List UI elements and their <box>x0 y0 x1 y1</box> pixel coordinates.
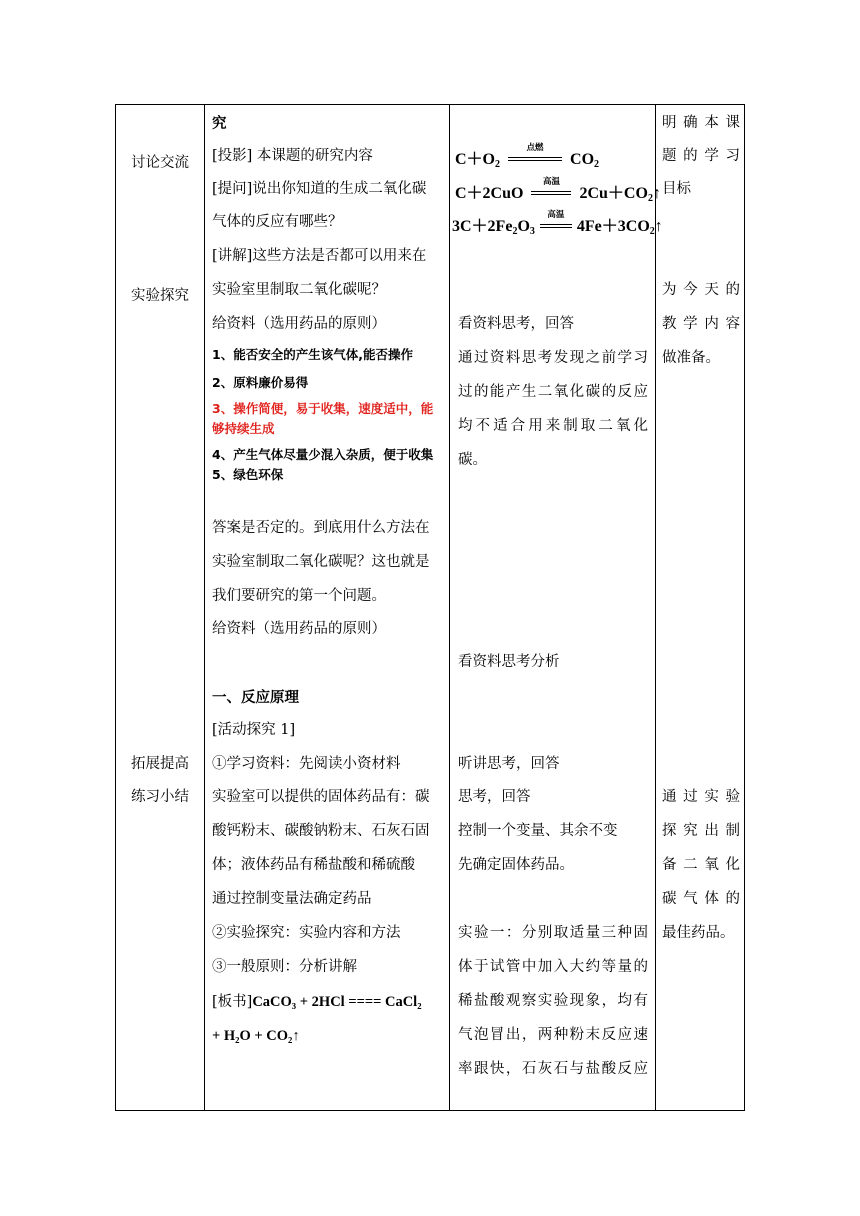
intent-line: 最佳药品。 <box>662 925 735 941</box>
phase-experiment: 实验探究 <box>131 288 189 304</box>
teacher-line: 气体的反应有哪些？ <box>212 214 343 230</box>
student-line: 听讲思考，回答 <box>458 756 560 772</box>
student-line: 过的能产生二氧化碳的反应 <box>458 384 648 400</box>
student-line: 稀盐酸观察实验现象，均有 <box>458 993 648 1009</box>
teacher-line: 体；液体药品有稀盐酸和稀硫酸 <box>212 857 415 873</box>
teacher-line: [讲解]这些方法是否都可以用来在 <box>212 248 427 264</box>
intent-line: 目标 <box>662 181 691 197</box>
principle-item-highlight: 3、操作简便，易于收集，速度适中，能 够持续生成 <box>212 401 434 436</box>
teacher-line: 通过控制变量法确定药品 <box>212 891 372 907</box>
principle-item: 4、产生气体尽量少混入杂质，便于收集 <box>212 447 434 462</box>
intent-line: 做准备。 <box>662 350 720 366</box>
intent-line: 教学内容 <box>662 316 740 332</box>
teacher-line: 给资料（选用药品的原则） <box>212 621 386 637</box>
student-line: 通过资料思考发现之前学习 <box>458 350 648 366</box>
intent-line: 备二氧化 <box>662 857 740 873</box>
phase-summary: 练习小结 <box>131 789 189 805</box>
student-line: 气泡冒出，两种粉末反应速 <box>458 1027 648 1043</box>
teacher-line: [活动探究 1] <box>212 722 296 738</box>
student-line: 控制一个变量、其余不变 <box>458 823 618 839</box>
intent-line: 通过实验 <box>662 789 740 805</box>
teacher-line: 实验室制取二氧化碳呢？这也就是 <box>212 554 430 570</box>
section-heading: 一、反应原理 <box>212 689 299 706</box>
student-line: 看资料思考分析 <box>458 654 560 670</box>
phase-discuss: 讨论交流 <box>131 155 189 171</box>
student-line: 率跟快，石灰石与盐酸反应 <box>458 1061 648 1077</box>
principle-item: 2、原料廉价易得 <box>212 375 309 390</box>
intent-line: 明确本课 <box>662 115 740 131</box>
student-line: 实验一：分别取适量三种固 <box>458 925 648 941</box>
teacher-line: ③一般原则：分析讲解 <box>212 959 357 975</box>
student-line: 思考，回答 <box>458 789 531 805</box>
teacher-line: [投影] 本课题的研究内容 <box>212 148 373 164</box>
equation-3: $3C+2Fe_2O_3$ 高温 $4Fe+3CO_2↑$ <box>452 210 663 237</box>
teacher-line: 给资料（选用药品的原则） <box>212 316 386 332</box>
student-line: 先确定固体药品。 <box>458 857 574 873</box>
intent-line: 为今天的 <box>662 282 740 298</box>
intent-line: 碳气体的 <box>662 891 740 907</box>
teacher-line: [提问]说出你知道的生成二氧化碳 <box>212 181 427 197</box>
student-line: 均不适合用来制取二氧化 <box>458 418 648 434</box>
teacher-line: ②实验探究：实验内容和方法 <box>212 925 401 941</box>
board-equation: + H₂O + CO₂↑ <box>212 1028 300 1044</box>
teacher-line: 实验室里制取二氧化碳呢？ <box>212 282 386 298</box>
student-line: 体于试管中加入大约等量的 <box>458 959 648 975</box>
column-divider <box>204 104 205 1111</box>
column-divider <box>655 104 656 1111</box>
teacher-line: 答案是否定的。到底用什么方法在 <box>212 520 430 536</box>
equation-2: C＋2CuO 高温 $2Cu+CO_2↑$ <box>455 177 661 204</box>
column-divider <box>449 104 450 1111</box>
teacher-line: 实验室可以提供的固体药品有：碳 <box>212 789 430 805</box>
intent-line: 探究出制 <box>662 823 740 839</box>
equation-1: $C+O_2$ 点燃 $CO_2$ <box>455 143 600 170</box>
board-equation: [板书]CaCO₃ + 2HCl ==== CaCl₂ <box>212 994 422 1010</box>
teacher-line: 我们要研究的第一个问题。 <box>212 588 386 604</box>
intent-line: 题的学习 <box>662 148 740 164</box>
principle-item: 1、能否安全的产生该气体,能否操作 <box>212 347 413 362</box>
teacher-line: ①学习资料：先阅读小资材料 <box>212 756 401 772</box>
phase-extend: 拓展提高 <box>131 756 189 772</box>
student-line: 碳。 <box>458 452 487 468</box>
teacher-line: 酸钙粉末、碳酸钠粉末、石灰石固 <box>212 823 430 839</box>
student-line: 看资料思考，回答 <box>458 316 574 332</box>
teacher-line: 究 <box>212 115 227 132</box>
principle-item: 5、绿色环保 <box>212 467 284 482</box>
